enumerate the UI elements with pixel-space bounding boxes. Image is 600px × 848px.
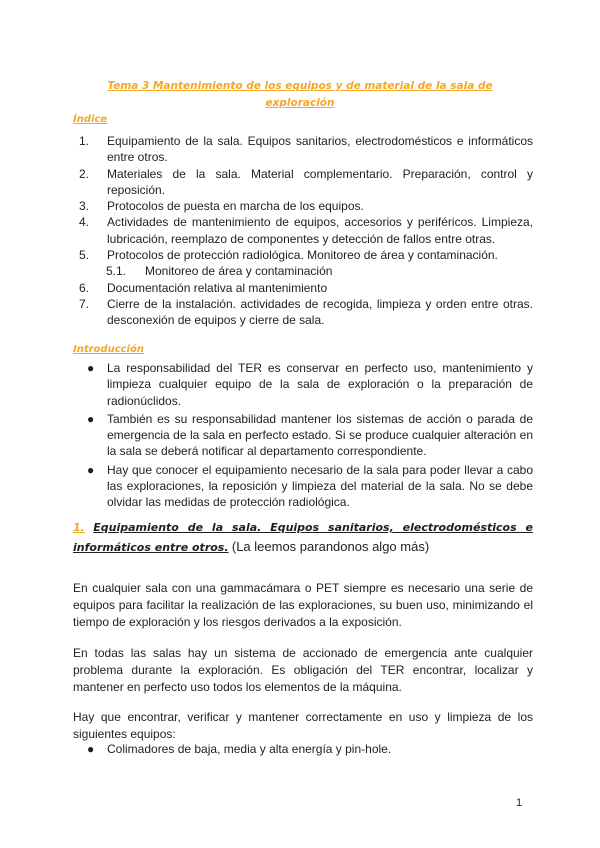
index-list (73, 133, 533, 329)
equipment-bullet-text: Colimadores de baja, media y alta energía y pin-hole. (107, 742, 392, 756)
section-1-heading (73, 518, 533, 557)
index-item-text: Documentación relativa al mantenimiento (107, 280, 328, 295)
index-item (73, 133, 533, 166)
intro-bullet-text: Hay que conocer el equipamiento necesario de la sala para poder llevar a cabo las exploraciones, la reposición y limpieza del material de la sala. No se debe olvidar las medidas de protección radiológica. (107, 462, 533, 510)
index-item-number: 4. (79, 215, 90, 230)
index-item-number: 5. (79, 248, 90, 263)
section-1-paragraph: Hay que encontrar, verificar y mantener correctamente en uso y limpieza de los siguientes equipos: (73, 710, 533, 741)
index-item-text: Protocolos de protección radiológica. Monitoreo de área y contaminación. (107, 248, 498, 263)
index-item (73, 198, 533, 214)
bullet-icon: ● (87, 742, 95, 756)
section-1-paragraph: En cualquier sala con una gammacámara o PET siempre es necesario una serie de equipos para facilitar la realización de las exploraciones, su buen uso, minimizando el tiempo de exploración y los riesgos derivados a la exposición. (73, 581, 533, 629)
bullet-icon: ● (87, 462, 95, 477)
index-item (73, 296, 533, 329)
index-item-number: 6. (79, 280, 90, 295)
intro-bullet (73, 462, 533, 511)
title-line-1: Tema 3 Mantenimiento de los equipos y de material de la sala de (107, 80, 493, 92)
bullet-icon: ● (87, 361, 95, 375)
intro-bullet-text: También es su responsabilidad mantener los sistemas de acción o parada de emergencia de la sala en perfecto estado. Si se produce cualquier alteración en la sala se deberá notificar al departamento correspondiente. (107, 411, 533, 459)
intro-heading: Introducción (73, 344, 144, 355)
section-1-paragraph: En todas las salas hay un sistema de accionado de emergencia ante cualquier problema durante la exploración. Es obligación del TER encontrar, localizar y mantener en perfecto uso todos los elementos de la máquina. (73, 646, 533, 694)
index-item-text: Cierre de la instalación. actividades de recogida, limpieza y orden entre otras. desconexión de equipos y cierre de sala. (107, 296, 533, 328)
equipment-bullet (73, 741, 533, 757)
bullet-icon: ● (87, 411, 95, 426)
intro-bullet (73, 360, 533, 409)
index-item (73, 214, 533, 247)
intro-bullet-list (73, 360, 533, 513)
index-item-number: 3. (79, 199, 90, 214)
document-title (0, 78, 600, 112)
index-item-number: 1. (79, 134, 90, 148)
index-item-text: Monitoreo de área y contaminación (145, 264, 333, 279)
intro-bullet (73, 411, 533, 460)
title-line-2: exploración (265, 97, 335, 109)
index-item-text: Protocolos de puesta en marcha de los equipos. (107, 199, 364, 214)
index-item-text: Materiales de la sala. Material complementario. Preparación, control y reposición. (107, 166, 533, 197)
index-item (73, 280, 533, 296)
index-item-text: Equipamiento de la sala. Equipos sanitarios, electrodomésticos e informáticos entre otros. (107, 134, 533, 165)
index-item-number: 7. (79, 296, 90, 311)
intro-bullet-text: La responsabilidad del TER es conservar en perfecto uso, mantenimiento y limpieza cualquier equipo de la sala de exploración o la preparación de radionúclidos. (107, 361, 533, 408)
equipment-bullet-list (73, 741, 533, 759)
section-1-note: (La leemos parandonos algo más) (231, 539, 430, 554)
index-item (73, 247, 533, 263)
index-item-text: Actividades de mantenimiento de equipos, accesorios y periféricos. Limpieza, lubricación, reemplazo de componentes y detección de fallos entre otras. (107, 215, 533, 246)
section-1-title: Equipamiento de la sala. Equipos sanitarios, electrodomésticos e informáticos entre otros. (73, 521, 533, 554)
index-subitem (73, 263, 533, 279)
page-number: 1 (516, 797, 523, 809)
index-item-number: 2. (79, 166, 90, 181)
index-item-number: 5.1. (106, 264, 127, 279)
section-1-number: 1. (73, 521, 85, 534)
index-item (73, 166, 533, 199)
index-heading: Índice (73, 114, 108, 125)
